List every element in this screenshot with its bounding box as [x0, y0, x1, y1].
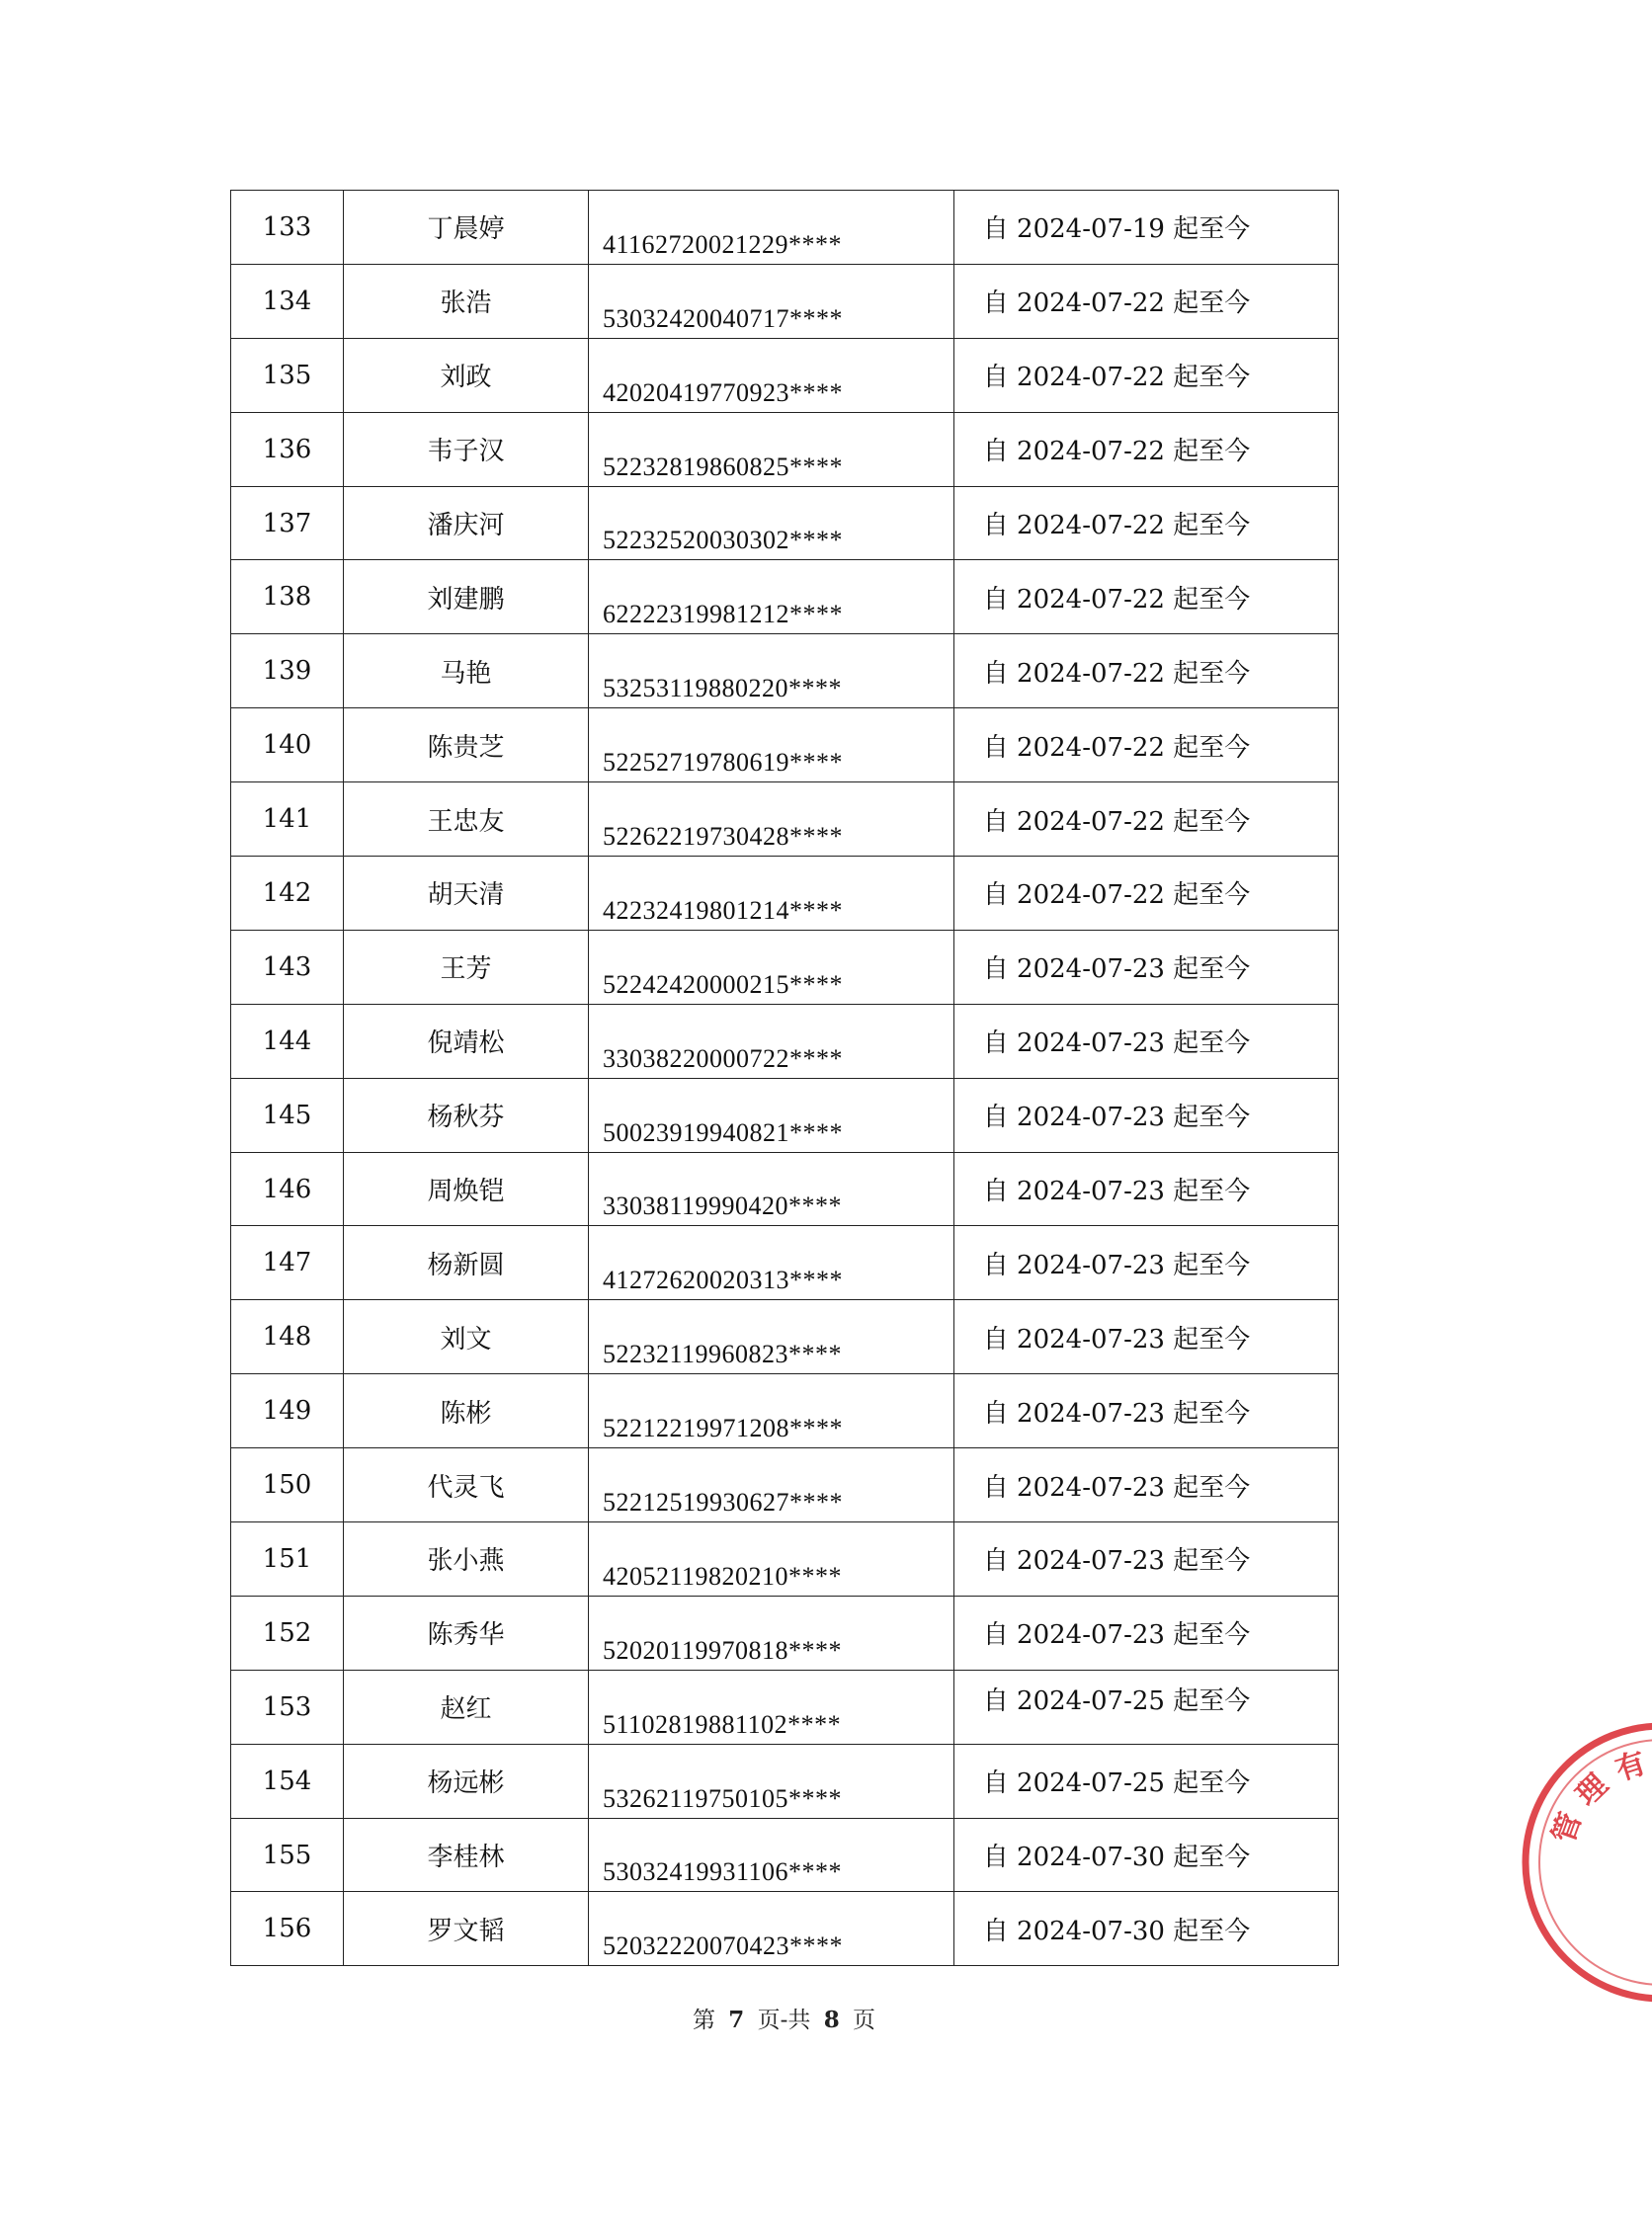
table-row [231, 1892, 1339, 1966]
id-cell [589, 1152, 954, 1226]
id-number: 41272620020313**** [603, 1266, 843, 1295]
table-row [231, 1226, 1339, 1300]
date-cell [954, 1078, 1339, 1152]
id-number: 50023919940821**** [603, 1117, 843, 1147]
person-name: 张小燕 [344, 1522, 589, 1597]
person-name: 王芳 [344, 930, 589, 1004]
table-row [231, 338, 1339, 412]
id-number: 53253119880220**** [603, 674, 843, 703]
id-number: 33038220000722**** [603, 1043, 843, 1073]
date-cell [954, 560, 1339, 634]
date-cell [954, 1374, 1339, 1448]
table-row [231, 1152, 1339, 1226]
start-date: 自 2024-07-22 起至今 [982, 584, 1251, 615]
start-date: 自 2024-07-19 起至今 [982, 214, 1251, 245]
date-cell [954, 1448, 1339, 1522]
table-row [231, 782, 1339, 857]
id-number: 52232119960823**** [603, 1340, 843, 1369]
start-date: 自 2024-07-22 起至今 [982, 806, 1251, 837]
table-row [231, 1078, 1339, 1152]
person-name: 丁晨婷 [344, 191, 589, 265]
date-cell [954, 708, 1339, 782]
row-number: 147 [231, 1226, 344, 1300]
row-number: 154 [231, 1744, 344, 1818]
person-name: 杨新圆 [344, 1226, 589, 1300]
table-row [231, 930, 1339, 1004]
table-row [231, 1522, 1339, 1597]
id-cell [589, 412, 954, 486]
id-cell [589, 1596, 954, 1670]
roster-table [230, 190, 1339, 1966]
date-cell [954, 191, 1339, 265]
row-number: 140 [231, 708, 344, 782]
date-cell [954, 1744, 1339, 1818]
row-number: 149 [231, 1374, 344, 1448]
seal-text [1546, 1744, 1652, 1848]
start-date: 自 2024-07-23 起至今 [982, 1398, 1251, 1429]
row-number: 150 [231, 1448, 344, 1522]
id-cell [589, 1818, 954, 1892]
id-number: 52232520030302**** [603, 526, 843, 555]
start-date: 自 2024-07-30 起至今 [982, 1916, 1251, 1946]
id-number: 52032220070423**** [603, 1931, 843, 1961]
person-name: 陈秀华 [344, 1596, 589, 1670]
id-number: 41162720021229**** [603, 229, 843, 259]
date-cell [954, 486, 1339, 560]
date-cell [954, 782, 1339, 857]
table-row [231, 1596, 1339, 1670]
footer-prefix: 第 [692, 2008, 715, 2033]
person-name: 韦子汉 [344, 412, 589, 486]
row-number: 142 [231, 857, 344, 931]
table-row [231, 191, 1339, 265]
date-cell [954, 1300, 1339, 1374]
start-date: 自 2024-07-23 起至今 [982, 1472, 1251, 1503]
id-cell [589, 782, 954, 857]
id-number: 52242420000215**** [603, 969, 843, 999]
row-number: 155 [231, 1818, 344, 1892]
person-name: 赵红 [344, 1670, 589, 1744]
person-name: 胡天清 [344, 857, 589, 931]
table-row [231, 560, 1339, 634]
start-date: 自 2024-07-22 起至今 [982, 437, 1251, 467]
row-number: 153 [231, 1670, 344, 1744]
table-row [231, 708, 1339, 782]
row-number: 152 [231, 1596, 344, 1670]
row-number: 134 [231, 264, 344, 338]
id-number: 42232419801214**** [603, 895, 843, 925]
start-date: 自 2024-07-23 起至今 [982, 1324, 1251, 1355]
id-number: 42020419770923**** [603, 377, 843, 407]
start-date: 自 2024-07-23 起至今 [982, 954, 1251, 985]
start-date: 自 2024-07-23 起至今 [982, 1250, 1251, 1280]
start-date: 自 2024-07-22 起至今 [982, 658, 1251, 689]
table-row [231, 857, 1339, 931]
table-row [231, 1300, 1339, 1374]
id-cell [589, 1004, 954, 1078]
id-cell [589, 1226, 954, 1300]
company-seal [1514, 1719, 1652, 2006]
person-name: 杨远彬 [344, 1744, 589, 1818]
start-date: 自 2024-07-22 起至今 [982, 511, 1251, 540]
date-cell [954, 857, 1339, 931]
person-name: 周焕铠 [344, 1152, 589, 1226]
id-number: 53032419931106**** [603, 1857, 843, 1887]
start-date: 自 2024-07-23 起至今 [982, 1028, 1251, 1059]
seal-char: 理 [1569, 1767, 1615, 1814]
footer-current-page: 7 [728, 2007, 745, 2033]
start-date: 自 2024-07-23 起至今 [982, 1177, 1251, 1207]
footer-middle: 页-共 [757, 2008, 811, 2033]
table-row [231, 1004, 1339, 1078]
id-number: 51102819881102**** [603, 1709, 842, 1739]
row-number: 135 [231, 338, 344, 412]
id-cell [589, 1744, 954, 1818]
start-date: 自 2024-07-30 起至今 [982, 1843, 1251, 1873]
date-cell [954, 1670, 1339, 1744]
roster-body [231, 191, 1339, 1966]
person-name: 张浩 [344, 264, 589, 338]
start-date: 自 2024-07-23 起至今 [982, 1620, 1251, 1651]
person-name: 陈贵芝 [344, 708, 589, 782]
row-number: 148 [231, 1300, 344, 1374]
footer-suffix: 页 [853, 2008, 876, 2033]
date-cell [954, 634, 1339, 708]
page-footer [0, 2002, 1568, 2034]
id-cell [589, 708, 954, 782]
person-name: 刘文 [344, 1300, 589, 1374]
id-number: 52020119970818**** [603, 1635, 843, 1665]
table-row [231, 264, 1339, 338]
id-cell [589, 1892, 954, 1966]
row-number: 137 [231, 486, 344, 560]
table-row [231, 634, 1339, 708]
start-date: 自 2024-07-22 起至今 [982, 288, 1251, 319]
id-cell [589, 1078, 954, 1152]
date-cell [954, 1596, 1339, 1670]
row-number: 143 [231, 930, 344, 1004]
id-number: 42052119820210**** [603, 1561, 843, 1591]
person-name: 杨秋芬 [344, 1078, 589, 1152]
person-name: 陈彬 [344, 1374, 589, 1448]
start-date: 自 2024-07-25 起至今 [982, 1685, 1251, 1716]
footer-total-pages: 8 [823, 2007, 840, 2033]
person-name: 李桂林 [344, 1818, 589, 1892]
row-number: 136 [231, 412, 344, 486]
table-row [231, 1744, 1339, 1818]
person-name: 代灵飞 [344, 1448, 589, 1522]
date-cell [954, 412, 1339, 486]
date-cell [954, 1892, 1339, 1966]
id-cell [589, 1670, 954, 1744]
date-cell [954, 1004, 1339, 1078]
date-cell [954, 930, 1339, 1004]
start-date: 自 2024-07-22 起至今 [982, 363, 1251, 393]
id-number: 53032420040717**** [603, 303, 843, 333]
row-number: 133 [231, 191, 344, 265]
table-row [231, 486, 1339, 560]
person-name: 罗文韬 [344, 1892, 589, 1966]
start-date: 自 2024-07-23 起至今 [982, 1546, 1251, 1577]
person-name: 刘政 [344, 338, 589, 412]
row-number: 146 [231, 1152, 344, 1226]
row-number: 141 [231, 782, 344, 857]
row-number: 144 [231, 1004, 344, 1078]
table-row [231, 412, 1339, 486]
id-cell [589, 930, 954, 1004]
id-cell [589, 1522, 954, 1597]
id-cell [589, 560, 954, 634]
date-cell [954, 1152, 1339, 1226]
id-number: 52212519930627**** [603, 1488, 843, 1518]
person-name: 王忠友 [344, 782, 589, 857]
row-number: 145 [231, 1078, 344, 1152]
id-cell [589, 338, 954, 412]
start-date: 自 2024-07-23 起至今 [982, 1103, 1251, 1133]
row-number: 139 [231, 634, 344, 708]
row-number: 156 [231, 1892, 344, 1966]
seal-char: 管 [1546, 1808, 1590, 1848]
id-cell [589, 857, 954, 931]
row-number: 151 [231, 1522, 344, 1597]
id-cell [589, 1300, 954, 1374]
id-cell [589, 486, 954, 560]
date-cell [954, 338, 1339, 412]
start-date: 自 2024-07-22 起至今 [982, 732, 1251, 763]
person-name: 刘建鹏 [344, 560, 589, 634]
id-number: 33038119990420**** [603, 1191, 843, 1221]
table-row [231, 1818, 1339, 1892]
seal-char: 有 [1611, 1746, 1651, 1788]
table-row [231, 1374, 1339, 1448]
person-name: 马艳 [344, 634, 589, 708]
id-cell [589, 1374, 954, 1448]
date-cell [954, 1522, 1339, 1597]
date-cell [954, 1818, 1339, 1892]
table-row [231, 1448, 1339, 1522]
id-cell [589, 634, 954, 708]
table-row [231, 1670, 1339, 1744]
start-date: 自 2024-07-22 起至今 [982, 880, 1251, 911]
person-name: 潘庆河 [344, 486, 589, 560]
person-name: 倪靖松 [344, 1004, 589, 1078]
row-number: 138 [231, 560, 344, 634]
id-cell [589, 1448, 954, 1522]
id-cell [589, 191, 954, 265]
id-number: 52252719780619**** [603, 748, 843, 778]
id-number: 52232819860825**** [603, 452, 843, 481]
date-cell [954, 1226, 1339, 1300]
start-date: 自 2024-07-25 起至今 [982, 1768, 1251, 1799]
id-number: 53262119750105**** [603, 1783, 843, 1813]
date-cell [954, 264, 1339, 338]
id-number: 52212219971208**** [603, 1414, 843, 1443]
id-cell [589, 264, 954, 338]
id-number: 52262219730428**** [603, 822, 843, 852]
id-number: 62222319981212**** [603, 600, 843, 629]
